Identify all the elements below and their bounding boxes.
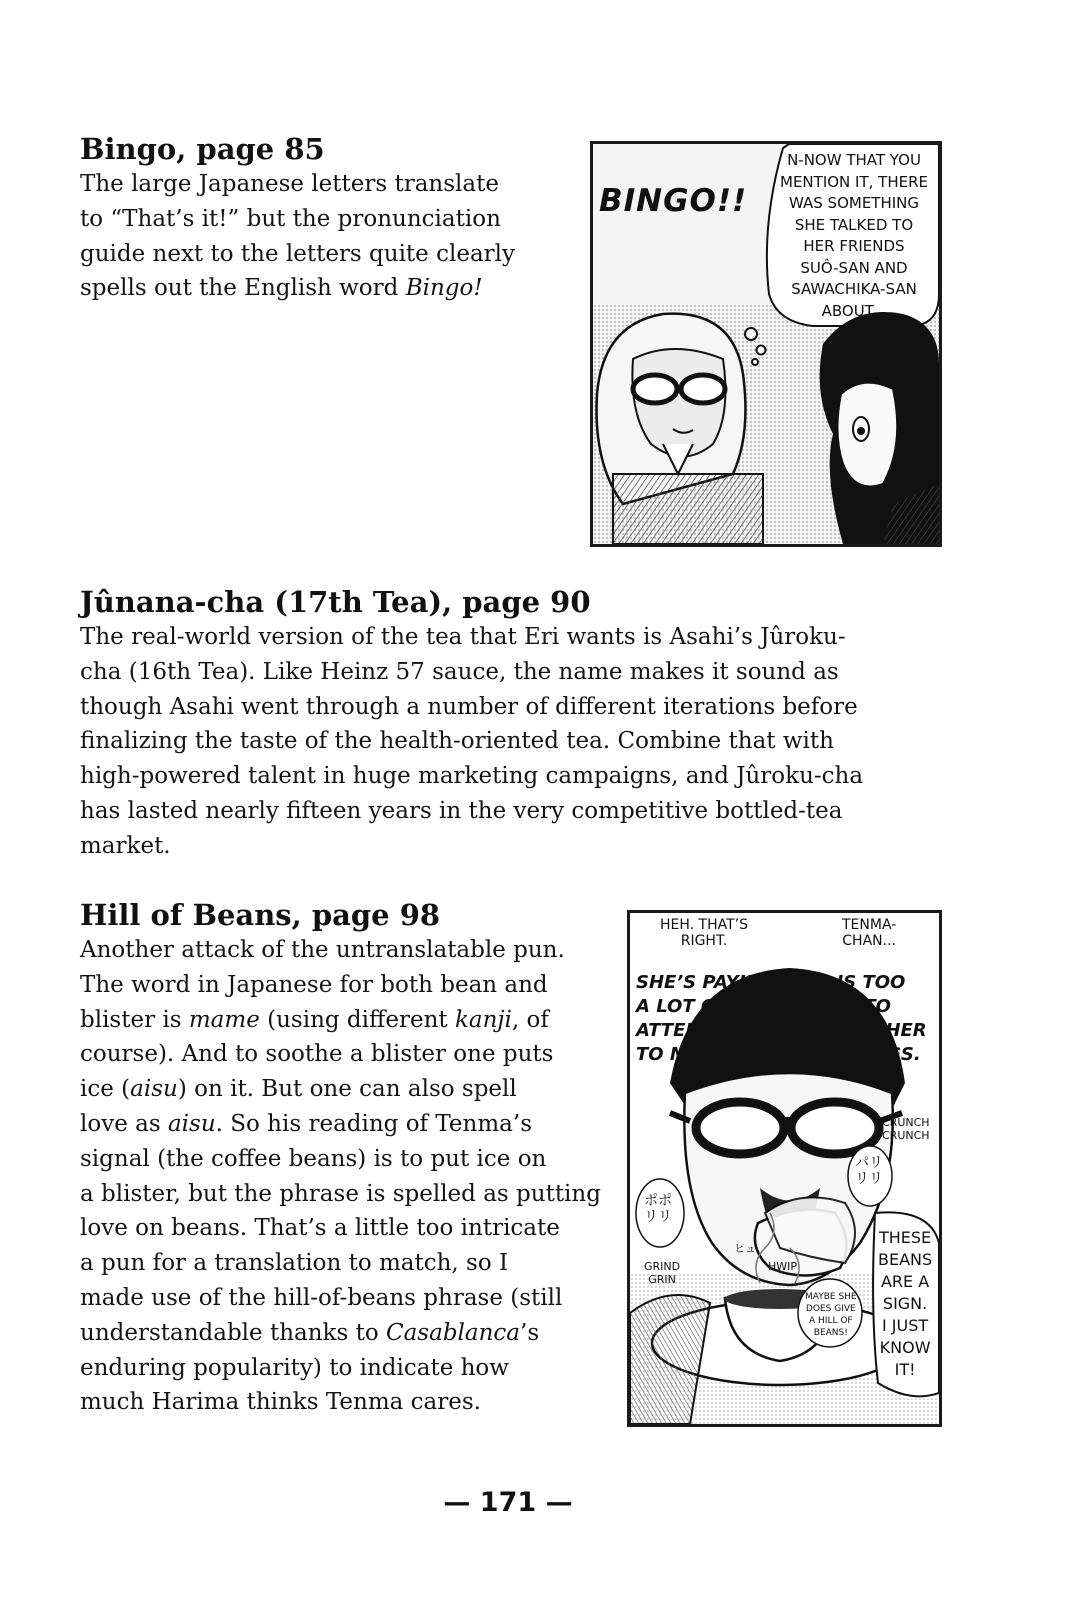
text-line: enduring popularity) to indicate how	[80, 1354, 509, 1381]
text-line	[80, 1316, 610, 1351]
text-line: love on beans. That’s a little too intricate	[80, 1215, 560, 1242]
sfx-hyu: ヒュ	[734, 1242, 756, 1255]
speech-text-top-left	[660, 917, 748, 949]
shout-line: SHE’S PAYING	[636, 972, 776, 993]
text-line	[80, 1003, 610, 1038]
text-line: finalizing the taste of the health-oriented tea. Combine that with	[80, 728, 834, 755]
text-line: The word in Japanese for both bean and	[80, 971, 548, 998]
shout-line: A LOT OF	[636, 996, 729, 1017]
speech-line: SIGN.	[882, 1294, 928, 1313]
speech-line: HEH. THAT’S	[660, 917, 749, 933]
text-line: though Asahi went through a number of different iterations before	[80, 693, 858, 720]
text-fragment: . So his reading of Tenma’s	[215, 1110, 532, 1137]
paragraph-bingo	[80, 167, 560, 306]
sfx-grind	[644, 1261, 680, 1286]
shout-line: ATTENTION	[636, 1020, 750, 1041]
bubble-line: WAS SOMETHING	[788, 194, 920, 212]
text-line: much Harima thinks Tenma cares.	[80, 1389, 481, 1416]
thought-line: A HILL OF	[809, 1316, 853, 1326]
thought-text-small	[805, 1291, 857, 1339]
speech-line: I JUST	[881, 1316, 929, 1335]
sfx-pori-right	[855, 1155, 883, 1187]
speech-line: KNOW	[879, 1338, 931, 1357]
text-line: guide next to the letters quite clearly	[80, 240, 516, 267]
text-line	[80, 271, 560, 306]
sfx-line: リリ	[644, 1209, 672, 1226]
bubble-line: SUÔ-SAN AND	[800, 258, 908, 277]
speech-text-right	[878, 1227, 932, 1381]
text-line	[80, 1107, 610, 1142]
speech-line: RIGHT.	[680, 933, 728, 950]
speech-line: IT!	[894, 1360, 916, 1379]
text-fragment: (using different	[259, 1006, 455, 1033]
emphasis-mame: mame	[188, 1006, 260, 1033]
manga-panel-hill-of-beans	[627, 910, 942, 1427]
heading-hill-of-beans: Hill of Beans, page 98	[80, 898, 441, 932]
text-fragment: ’s	[520, 1319, 540, 1346]
bubble-line: HER FRIENDS	[803, 237, 905, 255]
shout-line: SHY TO	[816, 996, 891, 1017]
speech-text-top-right	[842, 917, 896, 949]
manga-panel-bingo	[590, 141, 942, 547]
sfx-crunch	[882, 1117, 930, 1142]
emphasis-casablanca: Casablanca	[386, 1319, 521, 1346]
text-line: The real-world version of the tea that Eri wants is Asahi’s Jûroku-	[80, 624, 846, 650]
thought-bubble-text	[771, 150, 937, 322]
bubble-line: ABOUT...	[821, 301, 887, 320]
sfx-line: CRUNCH	[882, 1116, 930, 1129]
text-line: a blister, but the phrase is spelled as putting	[80, 1180, 601, 1207]
text-line	[80, 1072, 610, 1107]
text-fragment: ) on it. But one can also spell	[177, 1076, 517, 1103]
sfx-hwip: HWIP	[768, 1260, 798, 1273]
shout-text-right	[816, 971, 927, 1067]
text-fragment: love as	[80, 1110, 168, 1137]
paragraph-junana-cha	[80, 620, 960, 864]
sfx-line: パリ	[855, 1155, 883, 1171]
thought-line: MAYBE SHE	[805, 1292, 857, 1302]
shout-text-left	[636, 971, 775, 1067]
text-line: The large Japanese letters translate	[80, 171, 499, 197]
shout-line: FEELINGS.	[816, 1044, 921, 1065]
text-line: cha (16th Tea). Like Heinz 57 sauce, the name makes it sound as	[80, 658, 839, 685]
bubble-line: SHE TALKED TO	[794, 215, 914, 234]
text-line: high-powered talent in huge marketing campaigns, and Jûroku-cha	[80, 763, 864, 790]
emphasis-aisu: aisu	[167, 1110, 216, 1137]
text-fragment: blister is	[80, 1006, 189, 1033]
text-line: course). And to soothe a blister one puts	[80, 1041, 554, 1068]
speech-line: THESE	[878, 1228, 932, 1247]
speech-line: TENMA-	[842, 917, 897, 933]
text-line: made use of the hill-of-beans phrase (still	[80, 1284, 563, 1311]
sfx-line: GRIN	[648, 1272, 676, 1286]
sfx-line: ポポ	[644, 1193, 672, 1209]
speech-line: BEANS	[878, 1250, 933, 1269]
text-fragment: spells out the English word	[80, 275, 406, 302]
thought-line: BEANS!	[813, 1328, 848, 1338]
sfx-line: GRIND	[644, 1260, 681, 1273]
text-line: Another attack of the untranslatable pun.	[80, 937, 565, 963]
thought-line: DOES GIVE	[805, 1304, 856, 1314]
speech-line: CHAN...	[842, 933, 896, 950]
emphasis-bingo: Bingo!	[405, 275, 483, 302]
heading-junana-cha: Jûnana-cha (17th Tea), page 90	[80, 585, 591, 619]
page-number: — 171 —	[443, 1487, 573, 1518]
shout-line: ...IS TOO	[816, 972, 906, 993]
bubble-line: N-NOW THAT YOU	[787, 151, 921, 169]
sfx-bingo: BINGO!!	[599, 183, 748, 219]
paragraph-hill-of-beans	[80, 933, 610, 1420]
bubble-line: SAWACHIKA-SAN	[791, 280, 917, 298]
shout-line: TO ME!!	[636, 1044, 717, 1065]
emphasis-aisu: aisu	[130, 1076, 178, 1103]
sfx-line: CRUNCH	[882, 1128, 930, 1142]
shout-line: SHOW HER	[816, 1020, 927, 1041]
text-line: signal (the coffee beans) is to put ice on	[80, 1145, 547, 1172]
text-fragment: understandable thanks to	[80, 1319, 386, 1346]
text-fragment: ice (	[80, 1076, 131, 1103]
bubble-line: MENTION IT, THERE	[780, 172, 928, 191]
sfx-pori-left	[644, 1193, 672, 1225]
text-fragment: , of	[511, 1006, 549, 1033]
speech-line: ARE A	[880, 1272, 930, 1291]
text-line: market.	[80, 832, 171, 859]
heading-bingo: Bingo, page 85	[80, 132, 325, 166]
sfx-line: リリ	[855, 1171, 883, 1188]
text-line: to “That’s it!” but the pronunciation	[80, 205, 501, 232]
text-line: has lasted nearly fifteen years in the very competitive bottled-tea	[80, 797, 843, 824]
text-line: a pun for a translation to match, so I	[80, 1250, 509, 1277]
emphasis-kanji: kanji	[454, 1006, 512, 1033]
